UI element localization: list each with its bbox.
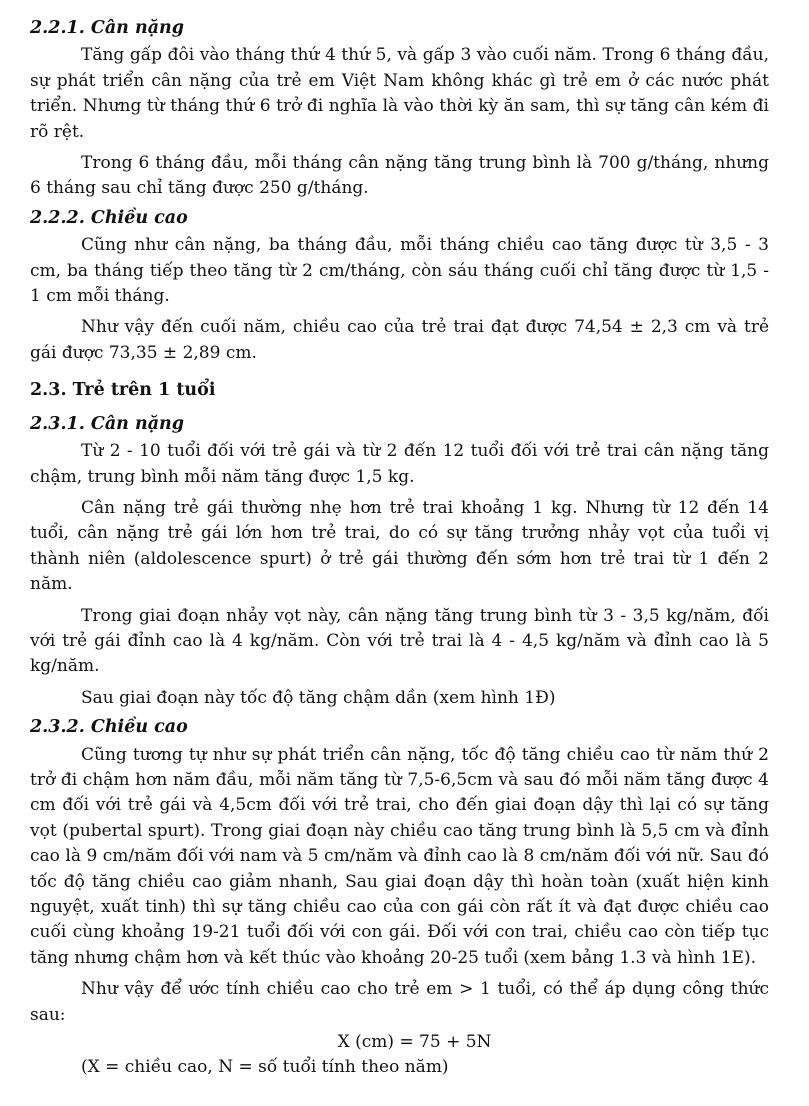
- section-heading-2-3-1: 2.3.1. Cân nặng: [30, 413, 185, 434]
- paragraph: Cũng tương tự như sự phát triển cân nặng, tốc độ tăng chiều cao từ năm thứ 2 trở đi chậm hơn năm đầu, mỗi năm tăng từ 7,5-6,5cm và sau đó mỗi năm tăng được 4 cm đối với trẻ gái và 4,5cm đối với trẻ trai, cho đến giai đoạn dậy thì lại có sự tăng vọt (pubertal spurt). Trong giai đoạn này chiều cao tăng trung bình là 5,5 cm và đỉnh cao là 9 cm/năm đối với nam và 5 cm/năm và đỉnh cao là 8 cm/năm đối với nữ. Sau đó tốc độ tăng chiều cao giảm nhanh, Sau giai đoạn dậy thì hoàn toàn (xuất hiện kinh nguyệt, xuất tinh) thì sự tăng chiều cao của con gái còn rất ít và đạt được chiều cao cuối cùng khoảng 19-21 tuổi đối với con gái. Đối với con trai, chiều cao còn tiếp tục tăng nhưng chậm hơn và kết thúc vào khoảng 20-25 tuổi (xem bảng 1.3 và hình 1E).: [30, 744, 769, 968]
- section-heading-2-2-1: 2.2.1. Cân nặng: [30, 18, 185, 38]
- height-formula: X (cm) = 75 + 5N: [337, 1032, 492, 1053]
- formula-note: (X = chiều cao, N = số tuổi tính theo năm): [81, 1057, 449, 1078]
- paragraph: Trong 6 tháng đầu, mỗi tháng cân nặng tăng trung bình là 700 g/tháng, nhưng 6 tháng sau chỉ tăng được 250 g/tháng.: [30, 153, 769, 199]
- paragraph: Cũng như cân nặng, ba tháng đầu, mỗi tháng chiều cao tăng được từ 3,5 - 3 cm, ba tháng tiếp theo tăng từ 2 cm/tháng, còn sáu tháng cuối chỉ tăng được từ 1,5 - 1 cm mỗi tháng.: [30, 235, 769, 307]
- paragraph: Cân nặng trẻ gái thường nhẹ hơn trẻ trai khoảng 1 kg. Nhưng từ 12 đến 14 tuổi, cân nặng trẻ gái lớn hơn trẻ trai, do có sự tăng trưởng nhảy vọt của tuổi vị thành niên (aldolescence spurt) ở trẻ gái thường đến sớm hơn trẻ trai từ 1 đến 2 năm.: [30, 497, 769, 595]
- section-heading-2-2-2: 2.2.2. Chiều cao: [30, 207, 188, 228]
- paragraph: Như vậy đến cuối năm, chiều cao của trẻ trai đạt được 74,54 ± 2,3 cm và trẻ gái được 73,35 ± 2,89 cm.: [30, 317, 769, 363]
- section-heading-2-3-2: 2.3.2. Chiều cao: [30, 717, 188, 738]
- paragraph: Trong giai đoạn nhảy vọt này, cân nặng tăng trung bình từ 3 - 3,5 kg/năm, đối với trẻ gái đỉnh cao là 4 kg/năm. Còn với trẻ trai là 4 - 4,5 kg/năm và đỉnh cao là 5 kg/năm.: [30, 605, 769, 677]
- paragraph: Như vậy để ước tính chiều cao cho trẻ em > 1 tuổi, có thể áp dụng công thức sau:: [30, 979, 769, 1025]
- section-heading-2-3: 2.3. Trẻ trên 1 tuổi: [30, 380, 216, 401]
- paragraph: Sau giai đoạn này tốc độ tăng chậm dần (xem hình 1Đ): [81, 687, 556, 708]
- paragraph: Tăng gấp đôi vào tháng thứ 4 thứ 5, và gấp 3 vào cuối năm. Trong 6 tháng đầu, sự phát triển cân nặng của trẻ em Việt Nam không khác gì trẻ em ở các nước phát triển. Nhưng từ tháng thứ 6 trở đi nghĩa là vào thời kỳ ăn sam, thì sự tăng cân kém đi rõ rệt.: [30, 45, 769, 142]
- paragraph: Từ 2 - 10 tuổi đối với trẻ gái và từ 2 đến 12 tuổi đối với trẻ trai cân nặng tăng chậm, trung bình mỗi năm tăng được 1,5 kg.: [30, 441, 769, 487]
